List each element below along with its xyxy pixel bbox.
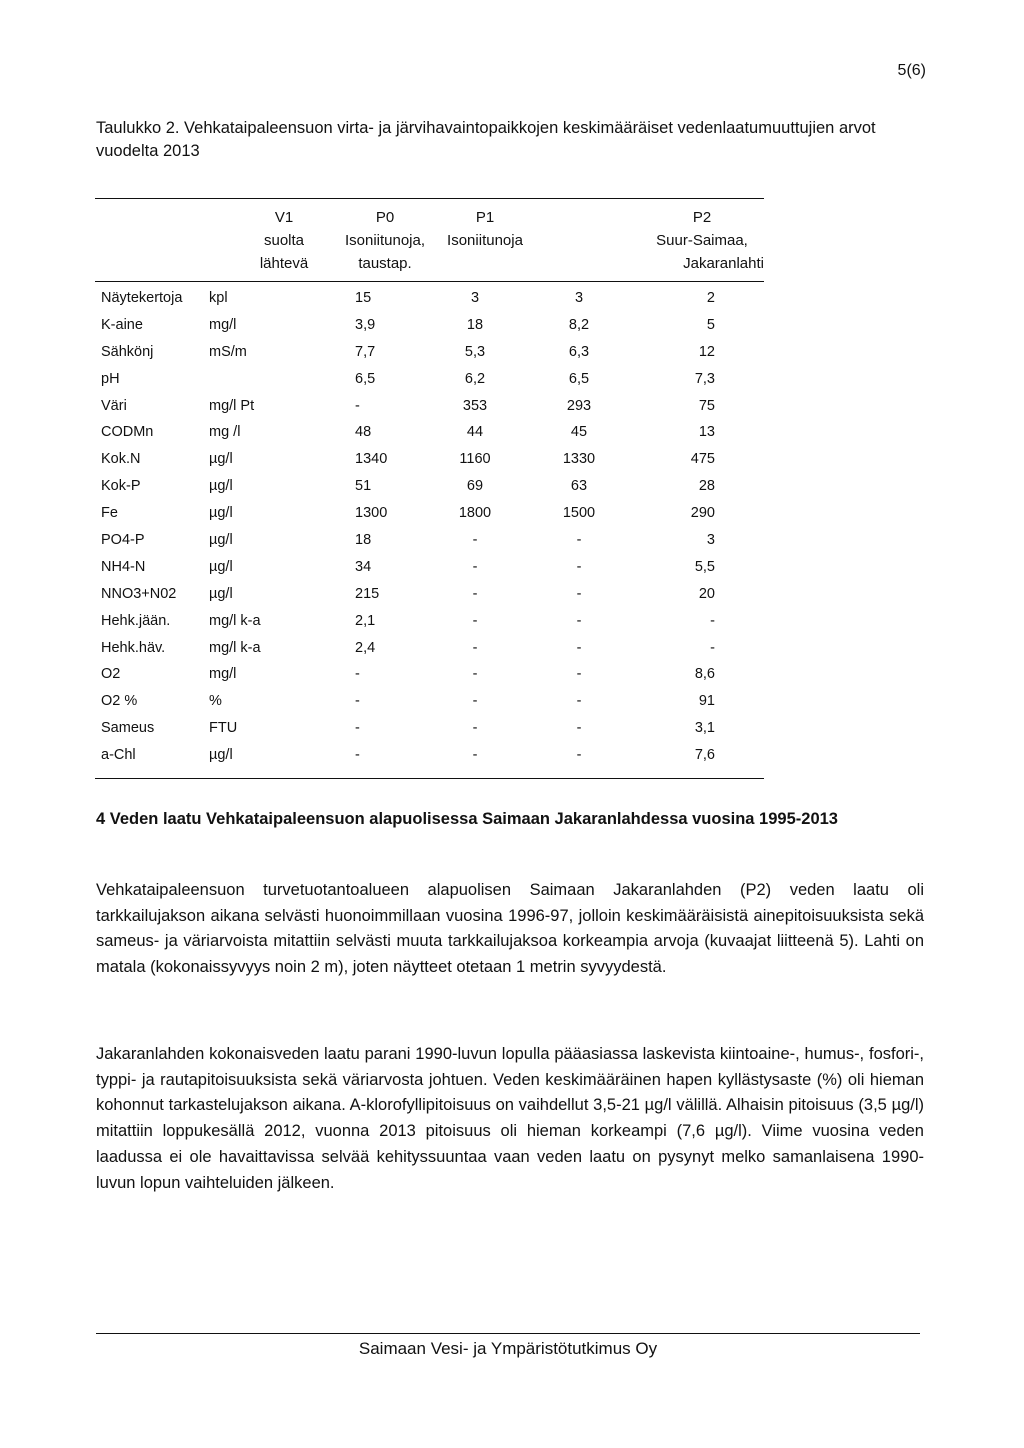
cell-label: Väri — [101, 397, 127, 414]
paragraph-1: Vehkataipaleensuon turvetuotantoalueen alapuolisen Saimaan Jakaranlahden (P2) veden laatu oli tarkkailujakson aikana selvästi huonoimmillaan vuosina 1996-97, jolloin keskimääräisistä ainepitoisuuksista sekä sameus- ja väriarvoista mitattiin selvästi muuta tarkkailujaksoa korkeampia arvoja (kuvaajat liitteenä 5). Lahti on matala (kokonaissyvyys noin 2 m), joten näytteet otetaan 1 metrin syvyydestä. — [96, 881, 924, 977]
cell-p0: - — [472, 747, 478, 764]
cell-label: Kok-P — [101, 478, 141, 495]
cell-unit: mg/l — [209, 666, 237, 683]
table-row — [95, 284, 764, 311]
paragraph-2: Jakaranlahden kokonaisveden laatu parani 1990-luvun lopulla pääasiassa laskevista kiintoaine-, humus-, fosfori-, typpi- ja rautapitoisuuksista sekä väriarvosta johtuen. Veden keskimääräinen hapen kyllästysaste (%) oli hieman kohonnut tarkastelujakson aikana. A-klorofyllipitoisuus on vaihdellut 3,5-21 µg/l välillä. Alhaisin pitoisuus (3,5 µg/l) mitattiin loppukesällä 2012, vuonna 2013 pitoisuus oli hieman korkeampi (7,6 µg/l). Viime vuosina veden laadussa ei ole havaittavissa selvää kehityssuuntaa vaan veden laatu on pysynyt melko samanlaisena 1990-luvun lopun vaihteluiden jälkeen. — [96, 1045, 924, 1192]
table-row — [95, 687, 764, 714]
column-header-p2: P2 Suur-Saimaa, Jakaranlahti — [656, 209, 764, 272]
cell-p0: - — [472, 532, 478, 549]
cell-p2: 8,6 — [694, 666, 715, 683]
cell-p1: 63 — [570, 478, 588, 495]
cell-p1: - — [576, 532, 582, 549]
cell-v1: 6,5 — [355, 370, 376, 387]
cell-p2: 5 — [706, 316, 715, 333]
cell-label: Hehk.häv. — [101, 639, 166, 656]
cell-label: K-aine — [101, 316, 143, 333]
cell-label: Fe — [101, 505, 118, 522]
cell-unit: mS/m — [209, 343, 247, 360]
column-header-p0: P0 Isoniitunoja, taustap. — [344, 209, 426, 272]
cell-unit: mg/l k-a — [209, 612, 261, 629]
cell-p1: - — [576, 693, 582, 710]
cell-p2: 20 — [698, 585, 715, 602]
cell-p2: - — [710, 612, 715, 629]
cell-p0: - — [472, 639, 478, 656]
cell-v1: 15 — [355, 290, 372, 306]
table-row — [95, 526, 764, 553]
cell-p1: - — [576, 612, 582, 629]
cell-p2: 7,6 — [694, 747, 715, 764]
cell-unit: µg/l — [209, 585, 233, 602]
cell-p1: 8,2 — [568, 316, 590, 333]
cell-p2: - — [710, 639, 715, 656]
cell-p2: 2 — [706, 290, 715, 306]
cell-unit: FTU — [209, 720, 238, 737]
cell-p0: 353 — [462, 397, 488, 414]
cell-p0: - — [472, 612, 478, 629]
table-row — [95, 472, 764, 499]
cell-p0: 5,3 — [464, 343, 486, 360]
column-header-p1: P1 Isoniitunoja — [447, 209, 523, 249]
cell-unit: µg/l — [209, 558, 233, 575]
cell-v1: - — [355, 747, 360, 764]
cell-unit: mg/l Pt — [209, 397, 255, 414]
table-row — [95, 418, 764, 445]
cell-p1: 6,5 — [568, 370, 590, 387]
cell-p0: 1800 — [458, 505, 492, 522]
cell-label: O2 — [101, 666, 121, 683]
cell-unit: µg/l — [209, 478, 233, 495]
cell-p0: - — [472, 693, 478, 710]
page-number: 5(6) — [897, 62, 926, 79]
cell-label: O2 % — [101, 693, 138, 710]
cell-p0: 6,2 — [464, 370, 486, 387]
cell-p2: 3,1 — [694, 720, 715, 737]
cell-p1: 6,3 — [568, 343, 590, 360]
cell-v1: 48 — [355, 424, 372, 441]
cell-v1: 1300 — [355, 505, 388, 522]
cell-p2: 28 — [698, 478, 715, 495]
cell-p2: 3 — [706, 532, 715, 549]
column-header-v1: V1 suolta lähtevä — [259, 209, 309, 272]
cell-v1: 2,4 — [355, 639, 376, 656]
cell-p1: 45 — [570, 424, 588, 441]
table-row — [95, 741, 764, 768]
cell-label: NH4-N — [101, 558, 146, 575]
cell-p1: - — [576, 666, 582, 683]
cell-unit: kpl — [209, 290, 228, 306]
table-caption: Taulukko 2. Vehkataipaleensuon virta- ja järvihavaintopaikkojen keskimääräiset vedenlaatumuuttujien arvot vuodelta 2013 — [96, 119, 876, 160]
cell-v1: 18 — [355, 532, 372, 549]
cell-v1: 1340 — [355, 451, 388, 468]
cell-p1: - — [576, 558, 582, 575]
cell-v1: - — [355, 666, 360, 683]
cell-p0: 44 — [466, 424, 484, 441]
cell-label: CODMn — [101, 424, 154, 441]
table-body — [95, 282, 764, 778]
table-row — [95, 714, 764, 741]
footer-company: Saimaan Vesi- ja Ympäristötutkimus Oy — [358, 1339, 658, 1358]
cell-v1: 34 — [355, 558, 372, 575]
cell-p1: - — [576, 747, 582, 764]
cell-label: Kok.N — [101, 451, 141, 468]
cell-p0: 3 — [470, 290, 480, 306]
table-row — [95, 365, 764, 392]
cell-unit: mg /l — [209, 424, 241, 441]
cell-v1: - — [355, 720, 360, 737]
cell-p2: 475 — [690, 451, 715, 468]
cell-label: Sähkönj — [101, 343, 154, 360]
cell-p0: 1160 — [459, 451, 491, 468]
cell-p2: 91 — [698, 693, 715, 710]
table-row — [95, 634, 764, 661]
cell-label: a-Chl — [101, 747, 136, 764]
table-header — [95, 199, 764, 282]
table-row — [95, 445, 764, 472]
table-row — [95, 311, 764, 338]
cell-unit: µg/l — [209, 747, 233, 764]
cell-p1: 293 — [566, 397, 592, 414]
footer-divider — [96, 1333, 920, 1334]
table-row — [95, 580, 764, 607]
table-row — [95, 499, 764, 526]
cell-p2: 7,3 — [694, 370, 715, 387]
cell-v1: 51 — [355, 478, 372, 495]
cell-p0: - — [472, 666, 478, 683]
cell-unit: % — [209, 693, 222, 710]
section-heading: 4 Veden laatu Vehkataipaleensuon alapuolisessa Saimaan Jakaranlahdessa vuosina 1995-2013 — [96, 810, 838, 828]
cell-v1: 7,7 — [355, 343, 376, 360]
table-row — [95, 392, 764, 419]
water-quality-table — [95, 198, 764, 779]
cell-unit: µg/l — [209, 451, 233, 468]
cell-p0: - — [472, 558, 478, 575]
cell-label: Sameus — [101, 720, 155, 737]
cell-v1: - — [355, 693, 360, 710]
table-row — [95, 607, 764, 634]
cell-label: Hehk.jään. — [101, 612, 171, 629]
cell-v1: 2,1 — [355, 612, 376, 629]
cell-unit: µg/l — [209, 505, 233, 522]
cell-p0: 18 — [466, 316, 484, 333]
cell-unit: µg/l — [209, 532, 233, 549]
cell-p2: 5,5 — [694, 558, 715, 575]
cell-v1: - — [355, 397, 360, 414]
cell-p1: 1330 — [562, 451, 596, 468]
cell-p1: 1500 — [562, 505, 596, 522]
table-row — [95, 553, 764, 580]
cell-unit: mg/l — [209, 316, 237, 333]
table-row — [95, 660, 764, 687]
cell-p2: 13 — [698, 424, 715, 441]
cell-p0: 69 — [466, 478, 484, 495]
cell-p0: - — [472, 585, 478, 602]
cell-p1: 3 — [574, 290, 584, 306]
cell-label: NNO3+N02 — [101, 585, 177, 602]
cell-p1: - — [576, 585, 582, 602]
cell-p1: - — [576, 720, 582, 737]
cell-p2: 290 — [690, 505, 715, 522]
cell-p1: - — [576, 639, 582, 656]
table-row — [95, 338, 764, 365]
cell-p0: - — [472, 720, 478, 737]
cell-label: PO4-P — [101, 532, 145, 549]
cell-p2: 12 — [698, 343, 715, 360]
cell-label: Näytekertoja — [101, 290, 183, 306]
cell-unit: mg/l k-a — [209, 639, 261, 656]
cell-label: pH — [101, 370, 120, 387]
cell-v1: 215 — [355, 585, 380, 602]
cell-v1: 3,9 — [355, 316, 376, 333]
cell-p2: 75 — [698, 397, 715, 414]
